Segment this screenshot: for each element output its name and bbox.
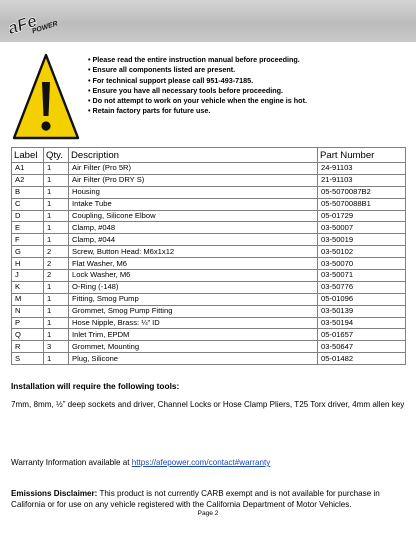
- cell-part-number: 03-50139: [318, 305, 406, 317]
- cell-qty: 1: [44, 353, 69, 365]
- cell-label: J: [12, 270, 44, 282]
- table-row: [12, 281, 406, 293]
- cell-description: Clamp, #048: [69, 222, 318, 234]
- cell-qty: 1: [44, 210, 69, 222]
- cell-label: Q: [12, 329, 44, 341]
- table-row: [12, 293, 406, 305]
- table-row: [12, 353, 406, 365]
- column-header-part-number: Part Number: [318, 148, 406, 163]
- table-row: [12, 186, 406, 198]
- tools-heading: Installation will require the following tools:: [11, 381, 180, 391]
- cell-qty: 3: [44, 341, 69, 353]
- cell-part-number: 05-01657: [318, 329, 406, 341]
- table-row: [12, 198, 406, 210]
- warning-item: • Ensure you have all necessary tools before proceeding.: [88, 85, 284, 95]
- warning-item: • For technical support please call 951-493-7185.: [88, 75, 254, 85]
- cell-qty: 1: [44, 163, 69, 175]
- table-row: [12, 222, 406, 234]
- table-row: [12, 341, 406, 353]
- cell-part-number: 03-50194: [318, 317, 406, 329]
- cell-description: Flat Washer, M6: [69, 258, 318, 270]
- parts-table-body: [12, 163, 406, 365]
- warranty-link[interactable]: https://afepower.com/contact#warranty: [131, 458, 271, 467]
- cell-part-number: 03-50019: [318, 234, 406, 246]
- tools-text: 7mm, 8mm, ½” deep sockets and driver, Channel Locks or Hose Clamp Pliers, T25 Torx driver, 4mm allen key: [11, 400, 405, 409]
- cell-label: A1: [12, 163, 44, 175]
- warning-item: • Ensure all components listed are present.: [88, 65, 236, 75]
- warranty-line: [11, 458, 270, 467]
- cell-label: M: [12, 293, 44, 305]
- cell-qty: 1: [44, 186, 69, 198]
- cell-label: E: [12, 222, 44, 234]
- header-bar: [0, 0, 416, 42]
- cell-part-number: 03-50070: [318, 258, 406, 270]
- table-row: [12, 234, 406, 246]
- cell-qty: 2: [44, 270, 69, 282]
- table-row: [12, 270, 406, 282]
- table-row: [12, 174, 406, 186]
- cell-description: Air Filter (Pro 5R): [69, 163, 318, 175]
- cell-part-number: 03-50647: [318, 341, 406, 353]
- cell-description: Intake Tube: [69, 198, 318, 210]
- cell-qty: 1: [44, 317, 69, 329]
- table-row: [12, 258, 406, 270]
- table-row: [12, 305, 406, 317]
- cell-label: H: [12, 258, 44, 270]
- cell-description: Inlet Trim, EPDM: [69, 329, 318, 341]
- cell-qty: 1: [44, 281, 69, 293]
- cell-part-number: 05-5070087B2: [318, 186, 406, 198]
- emissions-disclaimer: [11, 489, 411, 510]
- svg-text:POWER: POWER: [31, 20, 59, 36]
- cell-qty: 1: [44, 329, 69, 341]
- cell-qty: 1: [44, 174, 69, 186]
- emissions-text: This product is not currently CARB exempt and is not available for purchase in California or for use on any vehicle registered with the California Department of Motor Vehicles.: [11, 489, 380, 509]
- cell-part-number: 21-91103: [318, 174, 406, 186]
- cell-qty: 1: [44, 234, 69, 246]
- table-header-row: [12, 148, 406, 163]
- cell-description: O-Ring (-148): [69, 281, 318, 293]
- cell-qty: 2: [44, 246, 69, 258]
- cell-label: K: [12, 281, 44, 293]
- afe-power-logo: [4, 3, 60, 39]
- cell-description: Coupling, Silicone Elbow: [69, 210, 318, 222]
- cell-label: B: [12, 186, 44, 198]
- warning-list: [88, 55, 307, 117]
- cell-label: D: [12, 210, 44, 222]
- svg-text:aFe: aFe: [5, 11, 40, 39]
- cell-label: G: [12, 246, 44, 258]
- cell-description: Grommet, Smog Pump Fitting: [69, 305, 318, 317]
- cell-label: S: [12, 353, 44, 365]
- cell-qty: 2: [44, 258, 69, 270]
- cell-description: Plug, Silicone: [69, 353, 318, 365]
- parts-table: [11, 147, 406, 365]
- cell-qty: 1: [44, 222, 69, 234]
- cell-qty: 1: [44, 198, 69, 210]
- cell-label: F: [12, 234, 44, 246]
- cell-part-number: 03-50007: [318, 222, 406, 234]
- cell-label: A2: [12, 174, 44, 186]
- cell-label: P: [12, 317, 44, 329]
- cell-part-number: 03-50776: [318, 281, 406, 293]
- cell-description: Housing: [69, 186, 318, 198]
- column-header-description: Description: [69, 148, 318, 163]
- table-row: [12, 163, 406, 175]
- cell-description: Lock Washer, M6: [69, 270, 318, 282]
- cell-qty: 1: [44, 293, 69, 305]
- table-row: [12, 317, 406, 329]
- table-row: [12, 210, 406, 222]
- warning-item: • Please read the entire instruction manual before proceeding.: [88, 55, 300, 64]
- cell-label: N: [12, 305, 44, 317]
- warning-icon: [11, 52, 81, 142]
- emissions-label: Emissions Disclaimer:: [11, 489, 98, 498]
- cell-description: Hose Nipple, Brass: ¼” ID: [69, 317, 318, 329]
- cell-part-number: 24-91103: [318, 163, 406, 175]
- column-header-label: Label: [12, 148, 44, 163]
- warning-item: • Retain factory parts for future use.: [88, 106, 211, 116]
- cell-part-number: 05-01729: [318, 210, 406, 222]
- warranty-text: Warranty Information available at: [11, 458, 132, 467]
- cell-part-number: 05-01482: [318, 353, 406, 365]
- table-row: [12, 329, 406, 341]
- cell-part-number: 03-50071: [318, 270, 406, 282]
- cell-qty: 1: [44, 305, 69, 317]
- cell-part-number: 05-5070088B1: [318, 198, 406, 210]
- cell-description: Air Filter (Pro DRY S): [69, 174, 318, 186]
- cell-description: Grommet, Mounting: [69, 341, 318, 353]
- page-number: Page 2: [197, 510, 219, 517]
- warning-item: • Do not attempt to work on your vehicle when the engine is hot.: [88, 96, 307, 106]
- cell-label: R: [12, 341, 44, 353]
- cell-part-number: 05-01096: [318, 293, 406, 305]
- column-header-qty: Qty.: [44, 148, 69, 163]
- cell-description: Screw, Button Head: M6x1x12: [69, 246, 318, 258]
- table-row: [12, 246, 406, 258]
- cell-description: Clamp, #044: [69, 234, 318, 246]
- cell-part-number: 03-50102: [318, 246, 406, 258]
- cell-label: C: [12, 198, 44, 210]
- cell-description: Fitting, Smog Pump: [69, 293, 318, 305]
